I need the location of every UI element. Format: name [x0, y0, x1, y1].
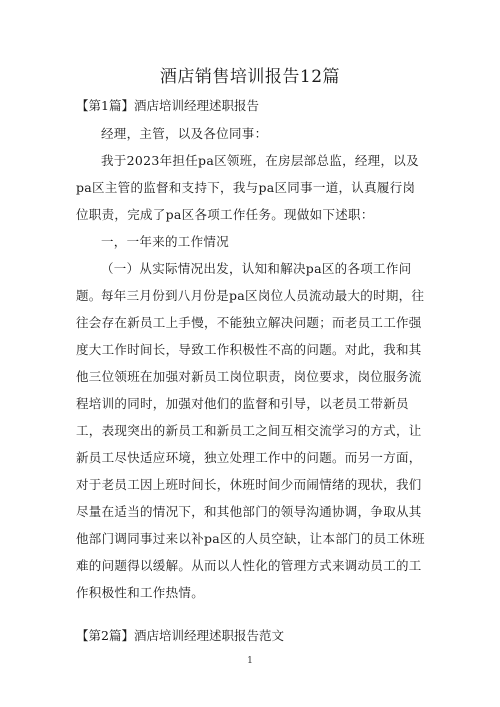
section-2-heading: 【第2篇】酒店培训经理述职报告范文 [76, 628, 284, 643]
page-number: 1 [247, 656, 253, 666]
document-title: 酒店销售培训报告12篇 [159, 67, 341, 87]
section-1-heading: 【第1篇】酒店培训经理述职报告 [76, 98, 259, 113]
main-paragraph: 每年三月份到八月份是pa区岗位人员流动最大的时期，往往会存在新员工上手慢，不能独立解决问题；而老员工工作强度大工作时间长，导致工作积极性不高的问题。对此，我和其他三位领班在加强对新员工岗位职责，岗位要求，岗位服务流程培训的同时，加强对他们的监督和引导，以老员工带新员工，表现突出的新员工和新员工之间互相交流学习的方式，让新员工尽快适应环境，独立处理工作中的问题。而另一方面，对于老员工因上班时间长，休班时间少而闹情绪的现状，我们尽量在适当的情况下，和其他部门的领导沟通协调，争取从其他部门调同事过来以补pa区的人员空缺，让本部门的员工休班难的问题得以缓解。从而以人性化的管理方式来调动员工的工作积极性和工作热情。 [76, 288, 425, 600]
intro-paragraph: 我于2023年担任pa区领班，在房层部总监，经理，以及pa区主管的监督和支持下，我与pa区同事一道，认真履行岗位职责，完成了pa区各项工作任务。现做如下述职： [76, 153, 419, 222]
item-1-heading: 一，一年来的工作情况 [101, 234, 230, 249]
sub-item-1-heading: （一）从实际情况出发，认知和解决pa区的各项工作问题。 [76, 261, 412, 303]
greeting-paragraph: 经理，主管，以及各位同事： [101, 126, 268, 141]
